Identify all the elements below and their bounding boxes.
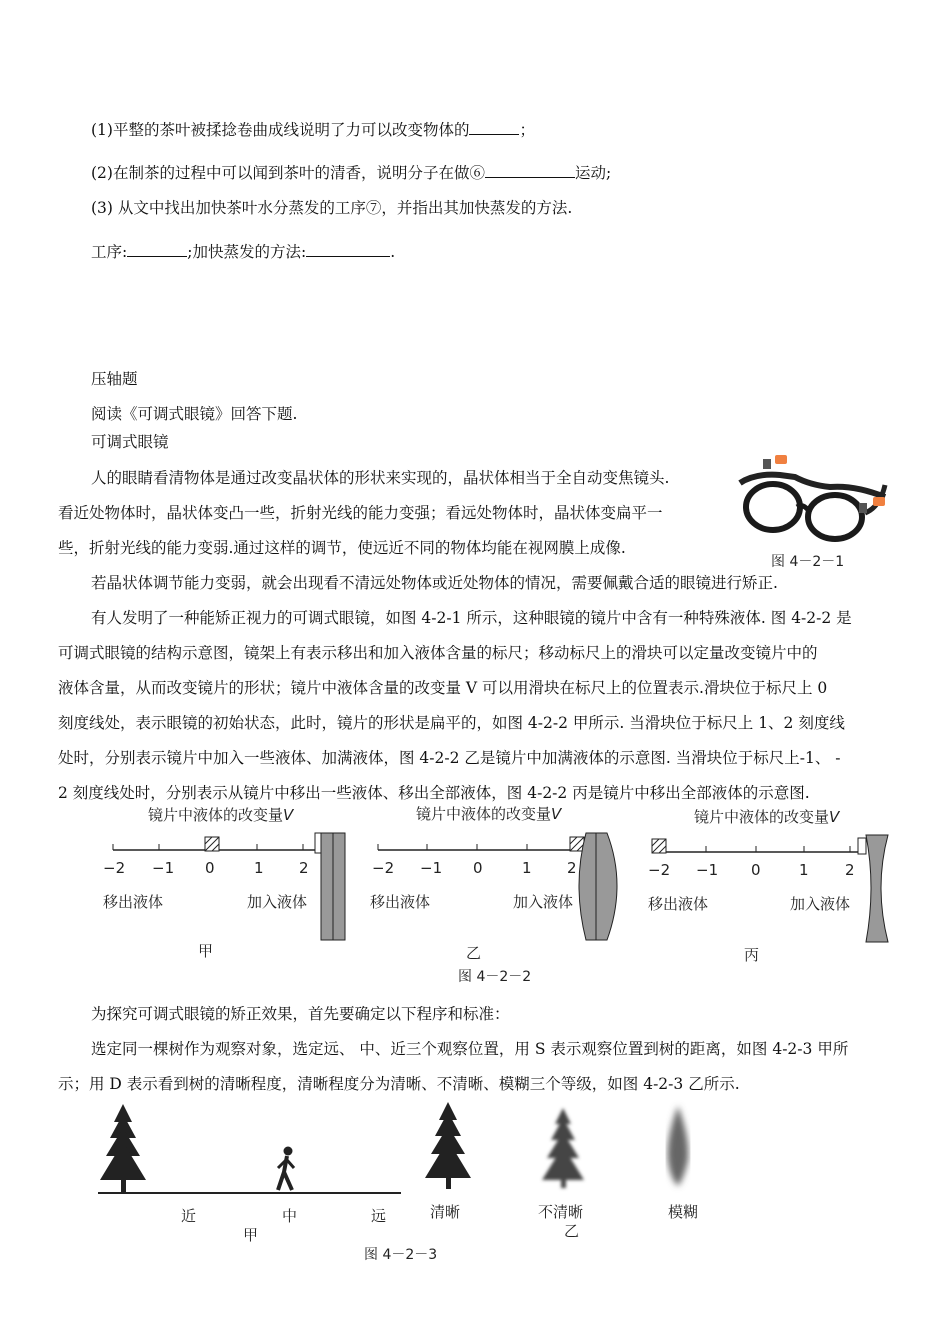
concave-lens <box>866 835 888 942</box>
tick-label: 0 <box>473 859 483 877</box>
panel-label-a: 甲 <box>198 942 214 960</box>
tree-icon <box>100 1104 146 1193</box>
tick-label: −2 <box>648 861 671 879</box>
add-liquid-label: 加入液体 <box>247 893 308 911</box>
article-p3-line4: 刻度线处，表示眼镜的初始状态，此时，镜片的形状是扁平的，如图 4-2-2 甲所示. 当滑块位于标尺上 1、2 刻度线 <box>58 714 845 732</box>
tick-label: 1 <box>522 859 532 877</box>
article-p1-line3: 些，折射光线的能力变弱.通过这样的调节，使远近不同的物体均能在视网膜上成像. <box>58 539 626 557</box>
far-label: 远 <box>371 1207 387 1225</box>
method-label: ;加快蒸发的方法: <box>187 243 307 261</box>
near-label: 近 <box>181 1207 197 1225</box>
question-2 <box>91 163 611 183</box>
article-p3-line2: 可调式眼镜的结构示意图，镜架上有表示移出和加入液体含量的标尺；移动标尺上的滑块可以定量改变镜片中的 <box>58 644 818 662</box>
question-2-end: 运动; <box>574 164 612 182</box>
tick-label: 0 <box>751 861 761 879</box>
orange-knob <box>873 497 885 506</box>
question-1-text: (1)平整的茶叶被揉捻卷曲成线说明了力可以改变物体的 <box>91 121 470 139</box>
article-p1-line2: 看近处物体时，晶状体变凸一些，折射光线的能力变强；看远处物体时，晶状体变扁平一 <box>58 504 663 522</box>
article-p3-line1: 有人发明了一种能矫正视力的可调式眼镜，如图 4-2-1 所示，这种眼镜的镜片中含有一种特殊液体. 图 4-2-2 是 <box>91 609 852 627</box>
question-3: (3) 从文中找出加快茶叶水分蒸发的工序⑦，并指出其加快蒸发的方法. <box>91 199 573 217</box>
middle-label: 中 <box>282 1207 298 1225</box>
article-p3-line3: 液体含量，从而改变镜片的形状；镜片中液体含量的改变量 V 可以用滑块在标尺上的位置表示.滑块位于标尺上 0 <box>58 679 828 697</box>
walking-person-icon <box>278 1147 294 1191</box>
panel-label-b: 乙 <box>564 1222 580 1240</box>
tick-label: −2 <box>103 859 126 877</box>
section-heading: 压轴题 <box>91 370 138 388</box>
article-p4: 为探究可调式眼镜的矫正效果，首先要确定以下程序和标准： <box>91 1005 510 1023</box>
unclear-tree-icon <box>542 1108 584 1188</box>
fig2a-ruler-title: 镜片中液体的改变量V <box>148 806 294 824</box>
remove-liquid-label: 移出液体 <box>648 895 709 913</box>
fig2a-diagram <box>105 830 345 940</box>
right-lens <box>808 495 862 539</box>
question-1 <box>91 120 535 140</box>
clarity-levels <box>420 1098 720 1193</box>
blurry-tree-icon <box>668 1106 689 1186</box>
fig2c-diagram <box>648 832 898 944</box>
left-lens <box>746 484 800 530</box>
tick-label: 1 <box>799 861 809 879</box>
process-blank[interactable] <box>127 242 187 257</box>
tick-label: −1 <box>152 859 175 877</box>
article-p3-line5: 处时，分别表示镜片中加入一些液体、加满液体，图 4-2-2 乙是镜片中加满液体的示意图. 当滑块位于标尺上-1、 - <box>58 749 841 767</box>
fig3-caption: 图 4－2－3 <box>364 1247 438 1263</box>
method-blank[interactable] <box>306 242 390 257</box>
fig2c-ruler-title: 镜片中液体的改变量V <box>694 808 840 826</box>
process-label: 工序: <box>91 243 128 261</box>
panel-label-a: 甲 <box>243 1226 259 1244</box>
remove-liquid-label: 移出液体 <box>370 893 431 911</box>
question-3-answer <box>91 242 395 262</box>
tick-label: 0 <box>205 859 215 877</box>
fig1-caption: 图 4－2－1 <box>771 554 845 570</box>
article-p1-line1: 人的眼睛看清物体是通过改变晶状体的形状来实现的，晶状体相当于全自动变焦镜头. <box>91 469 670 487</box>
panel-label-c: 丙 <box>744 946 760 964</box>
question-2-text: (2)在制茶的过程中可以闻到茶叶的清香，说明分子在做⑥ <box>91 164 485 182</box>
tick-label: 2 <box>299 859 309 877</box>
fig2-caption: 图 4－2－2 <box>458 969 532 985</box>
panel-label-b: 乙 <box>466 944 482 962</box>
convex-lens <box>579 833 617 940</box>
clear-label: 清晰 <box>430 1203 461 1221</box>
article-p5-line2: 示；用 D 表示看到树的清晰程度，清晰程度分为清晰、不清晰、模糊三个等级，如图 4-2-3 乙所示. <box>58 1075 740 1093</box>
distance-scene <box>96 1100 406 1195</box>
add-liquid-label: 加入液体 <box>790 895 851 913</box>
blurry-label: 模糊 <box>668 1203 699 1221</box>
article-p2: 若晶状体调节能力变弱，就会出现看不清远处物体或近处物体的情况，需要佩戴合适的眼镜进行矫正. <box>91 574 778 592</box>
add-liquid-label: 加入液体 <box>513 893 574 911</box>
answer-blank[interactable] <box>485 163 575 178</box>
tick-label: 1 <box>254 859 264 877</box>
tick-label: 2 <box>845 861 855 879</box>
tick-label: −1 <box>696 861 719 879</box>
answer-blank[interactable] <box>469 120 519 135</box>
glasses-photo <box>735 445 895 545</box>
article-p5-line1: 选定同一棵树作为观察对象，选定远、 中、近三个观察位置，用 S 表示观察位置到树的距离，如图 4-2-3 甲所 <box>91 1040 849 1058</box>
answer-end: . <box>390 243 396 261</box>
clear-tree-icon <box>425 1102 471 1189</box>
article-title: 可调式眼镜 <box>91 433 169 451</box>
fig2b-diagram <box>372 830 632 942</box>
article-p3-line6: 2 刻度线处时，分别表示从镜片中移出一些液体、移出全部液体，图 4-2-2 丙是镜片中移出全部液体的示意图. <box>58 784 810 802</box>
remove-liquid-label: 移出液体 <box>103 893 164 911</box>
reading-instruction: 阅读《可调式眼镜》回答下题. <box>91 405 298 423</box>
tick-label: −2 <box>372 859 395 877</box>
tick-label: −1 <box>420 859 443 877</box>
question-1-end: ； <box>519 121 535 139</box>
orange-knob <box>775 455 787 464</box>
unclear-label: 不清晰 <box>538 1203 584 1221</box>
fig2b-ruler-title: 镜片中液体的改变量V <box>416 805 562 823</box>
tick-label: 2 <box>567 859 577 877</box>
